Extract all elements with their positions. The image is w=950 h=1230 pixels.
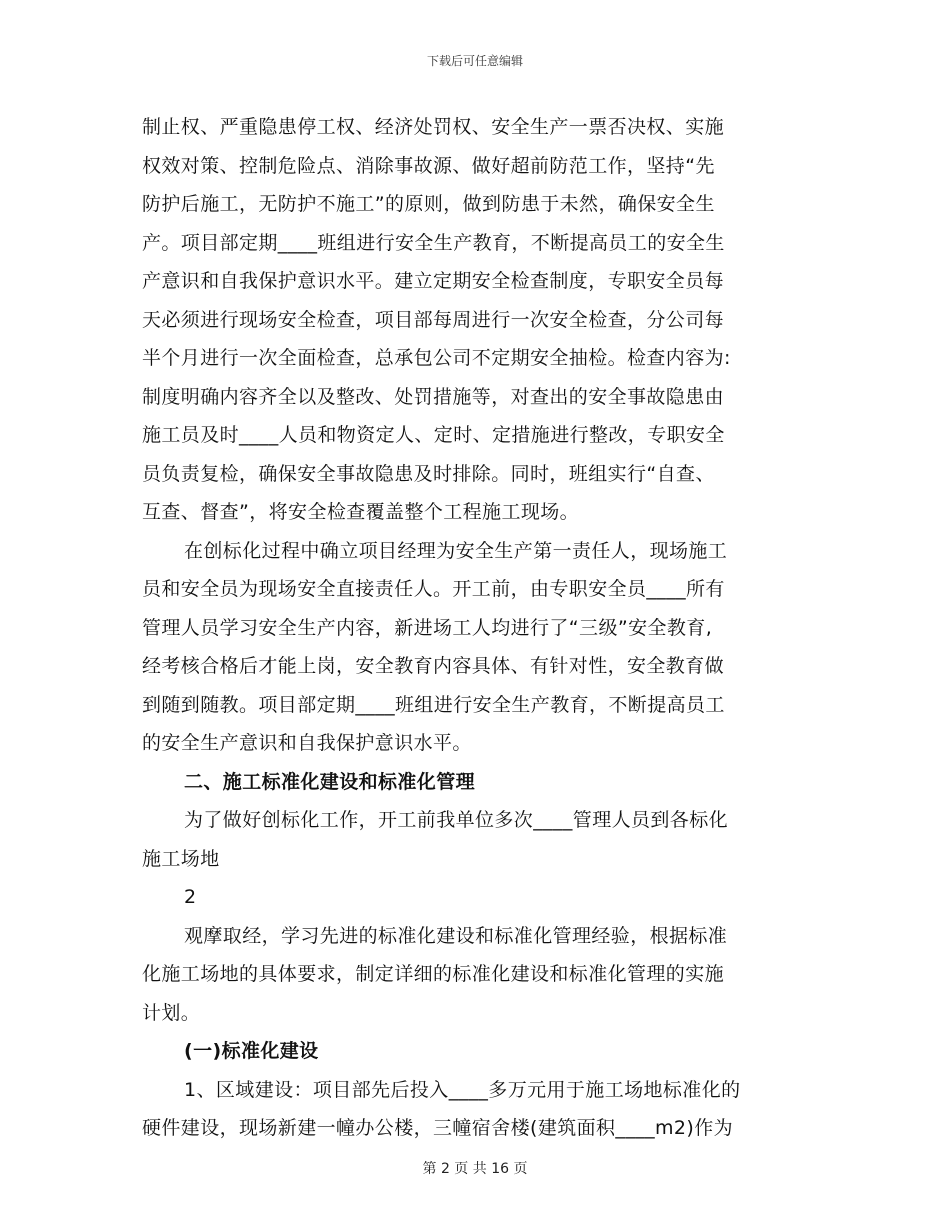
text-line: 防护后施工，无防护不施工”的原则，做到防患于未然，确保安全生 (142, 193, 715, 215)
text-line: 到随到随教。项目部定期____班组进行安全生产教育，不断提高员工 (142, 693, 725, 716)
text-line: 施工场地 (142, 847, 220, 870)
text-line: 产意识和自我保护意识水平。建立定期安全检查制度，专职安全员每 (142, 270, 725, 292)
text-line: 互查、督查”，将安全检查覆盖整个工程施工现场。 (142, 501, 580, 523)
text-line: 制止权、严重隐患停工权、经济处罚权、安全生产一票否决权、实施 (142, 116, 725, 138)
text-line: 施工员及时____人员和物资定人、定时、定措施进行整改，专职安全 (142, 424, 725, 446)
section-heading: 二、施工标准化建设和标准化管理 (184, 770, 476, 793)
text-line: 天必须进行现场安全检查，项目部每周进行一次安全检查，分公司每 (142, 308, 725, 331)
text-line: 1、区域建设：项目部先后投入____多万元用于施工场地标准化的 (184, 1078, 741, 1101)
document-body (142, 108, 808, 1148)
text-line: 的安全生产意识和自我保护意识水平。 (142, 732, 472, 754)
text-line: 产。项目部定期____班组进行安全生产教育，不断提高员工的安全生 (142, 231, 725, 254)
text-line: 观摩取经，学习先进的标准化建设和标准化管理经验，根据标准 (184, 924, 728, 947)
text-line: 员和安全员为现场安全直接责任人。开工前，由专职安全员____所有 (142, 578, 725, 600)
text-line: 在创标化过程中确立项目经理为安全生产第一责任人，现场施工 (184, 539, 728, 562)
text-line: 半个月进行一次全面检查，总承包公司不定期安全抽检。检查内容为: (142, 347, 731, 369)
text-line: 管理人员学习安全生产内容，新进场工人均进行了“三级”安全教育, (142, 616, 713, 639)
inline-page-number: 2 (184, 886, 197, 908)
text-line: 计划。 (142, 1001, 201, 1024)
subsection-heading: (一)标准化建设 (184, 1040, 319, 1062)
text-line: 制度明确内容齐全以及整改、处罚措施等，对查出的安全事故隐患由 (142, 385, 725, 408)
text-line: 权效对策、控制危险点、消除事故源、做好超前防范工作，坚持“先 (142, 154, 715, 177)
text-line: 硬件建设，现场新建一幢办公楼，三幢宿舍楼(建筑面积____m2)作为 (142, 1117, 734, 1139)
text-line: 员负责复检，确保安全事故隐患及时排除。同时，班组实行“自查、 (142, 462, 715, 485)
page-header: 下载后可任意编辑 (426, 54, 523, 68)
page-footer: 第 2 页 共 16 页 (422, 1161, 528, 1177)
text-line: 经考核合格后才能上岗，安全教育内容具体、有针对性，安全教育做 (142, 655, 725, 677)
text-line: 为了做好创标化工作，开工前我单位多次____管理人员到各标化 (184, 809, 729, 831)
text-line: 化施工场地的具体要求，制定详细的标准化建设和标准化管理的实施 (142, 963, 725, 985)
